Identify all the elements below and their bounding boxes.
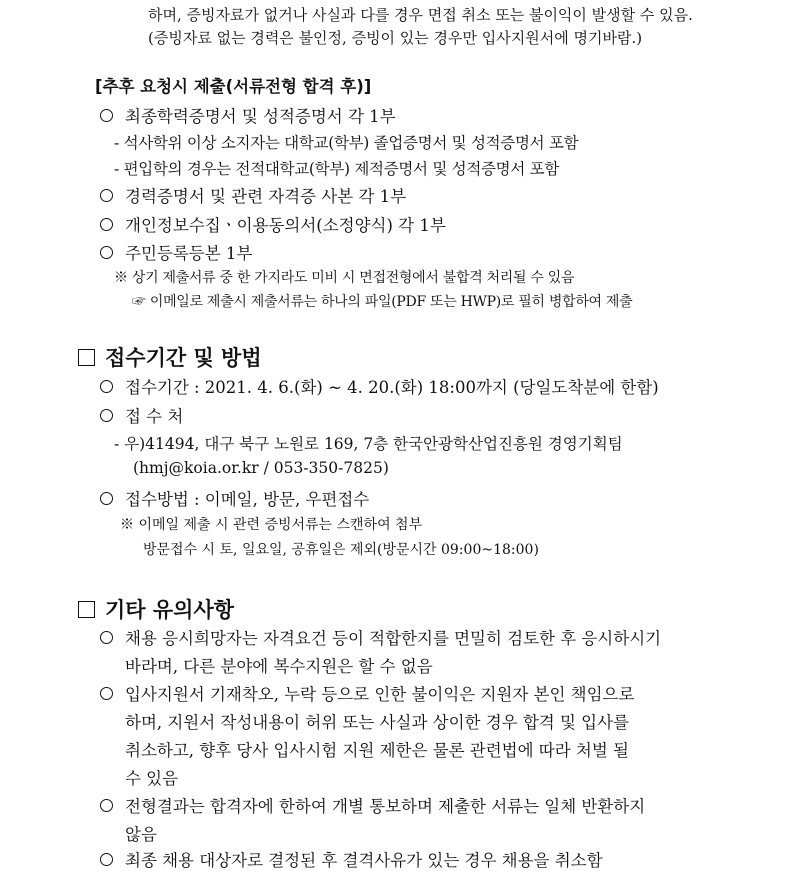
circle-bullet-icon (100, 492, 113, 505)
circle-bullet-icon (100, 409, 113, 422)
post-docs-item-3 (100, 212, 446, 236)
place-label: 접 수 처 (125, 407, 184, 426)
post-docs-item-4 (100, 240, 252, 264)
circle-bullet-icon (100, 246, 113, 259)
intro-line-2: (증빙자료 없는 경력은 불인정, 증빙이 있는 경우만 입사지원서에 명기바람.) (148, 29, 643, 47)
post-docs-heading: [추후 요청시 제출(서류전형 합격 후)] (95, 77, 372, 96)
square-bullet-icon (78, 601, 95, 618)
etc-item-3 (100, 793, 645, 817)
section-etc-title: 기타 유의사항 (105, 598, 235, 622)
place-item (100, 403, 183, 427)
square-bullet-icon (78, 349, 95, 366)
circle-bullet-icon (100, 218, 113, 231)
post-docs-item-4-text: 주민등록등본 1부 (125, 244, 253, 263)
contact-line: (hmj@koia.or.kr / 053-350-7825) (133, 459, 389, 477)
circle-bullet-icon (100, 380, 113, 393)
etc-item-1-line-1: 채용 응시희망자는 자격요건 등이 적합한지를 면밀히 검토한 후 응시하시기 (125, 629, 662, 648)
etc-item-2-line-2: 하며, 지원서 작성내용이 허위 또는 사실과 상이한 경우 합격 및 입사를 (125, 713, 629, 732)
etc-item-4-text: 최종 채용 대상자로 결정된 후 결격사유가 있는 경우 채용을 취소함 (125, 851, 603, 870)
post-docs-note-1: ※ 상기 제출서류 중 한 가지라도 미비 시 면접전형에서 불합격 처리될 수 있음 (114, 270, 575, 286)
post-docs-item-2 (100, 183, 406, 207)
circle-bullet-icon (100, 799, 113, 812)
etc-item-2-line-4: 수 있음 (125, 769, 179, 788)
period-note-1: ※ 이메일 제출 시 관련 증빙서류는 스캔하여 첨부 (120, 517, 423, 533)
post-docs-item-1-sub-1: - 석사학위 이상 소지자는 대학교(학부) 졸업증명서 및 성적증명서 포함 (114, 134, 579, 152)
etc-item-1-line-2: 바라며, 다른 분야에 복수지원은 할 수 없음 (125, 657, 433, 676)
period-note-2: 방문접수 시 토, 일요일, 공휴일은 제외(방문시간 09:00~18:00) (143, 542, 539, 558)
etc-item-2 (100, 681, 634, 705)
post-docs-item-1-sub-2: - 편입학의 경우는 전적대학교(학부) 제적증명서 및 성적증명서 포함 (114, 160, 559, 178)
etc-item-3-line-2: 않음 (125, 825, 157, 844)
section-period-title: 접수기간 및 방법 (105, 346, 262, 370)
post-docs-note-2: ☞ 이메일로 제출시 제출서류는 하나의 파일(PDF 또는 HWP)로 필히 병합하여 제출 (132, 294, 633, 310)
section-etc-heading (78, 594, 234, 624)
method-item (100, 486, 369, 510)
period-item (100, 374, 659, 398)
section-period-heading (78, 342, 262, 372)
period-text: 접수기간 : 2021. 4. 6.(화) ~ 4. 20.(화) 18:00까지 (당일도착분에 한함) (125, 378, 659, 397)
etc-item-2-line-3: 취소하고, 향후 당사 입사시험 지원 제한은 물론 관련법에 따라 처벌 될 (125, 741, 629, 760)
address-line: - 우)41494, 대구 북구 노원로 169, 7층 한국안광학산업진흥원 경영기획팀 (114, 435, 623, 453)
etc-item-2-line-1: 입사지원서 기재착오, 누락 등으로 인한 불이익은 지원자 본인 책임으로 (125, 685, 635, 704)
circle-bullet-icon (100, 189, 113, 202)
method-text: 접수방법 : 이메일, 방문, 우편접수 (125, 490, 370, 509)
circle-bullet-icon (100, 109, 113, 122)
etc-item-1 (100, 625, 661, 649)
circle-bullet-icon (100, 687, 113, 700)
post-docs-item-2-text: 경력증명서 및 관련 자격증 사본 각 1부 (125, 187, 407, 206)
etc-item-4 (100, 847, 603, 871)
circle-bullet-icon (100, 631, 113, 644)
post-docs-item-1 (100, 103, 396, 127)
etc-item-3-line-1: 전형결과는 합격자에 한하여 개별 통보하며 제출한 서류는 일체 반환하지 (125, 797, 646, 816)
post-docs-item-3-text: 개인정보수집ㆍ이용동의서(소정양식) 각 1부 (125, 216, 446, 235)
circle-bullet-icon (100, 853, 113, 866)
post-docs-item-1-text: 최종학력증명서 및 성적증명서 각 1부 (125, 107, 396, 126)
intro-line-1: 하며, 증빙자료가 없거나 사실과 다를 경우 면접 취소 또는 불이익이 발생할 수 있음. (148, 6, 693, 24)
